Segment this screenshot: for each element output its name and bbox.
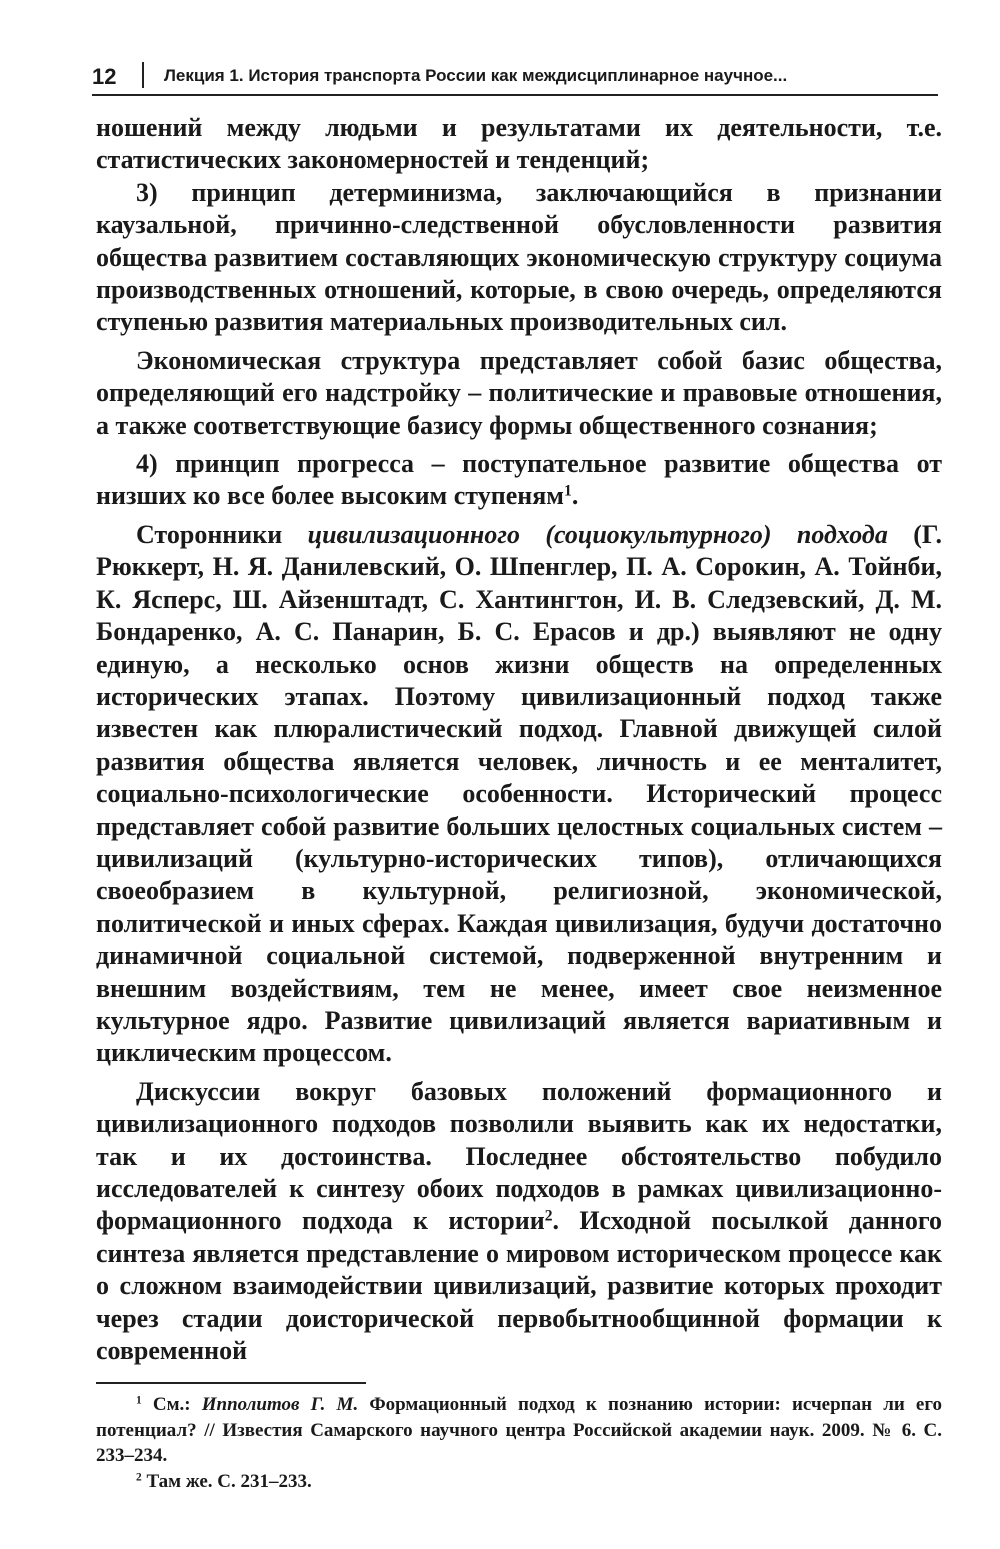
footnote-ref-2[interactable]: 2: [544, 1207, 553, 1225]
footnote-2-text: Там же. С. 231–233.: [146, 1470, 312, 1492]
footnote-mark-1: 1: [136, 1394, 142, 1407]
synthesis-end: . Исходной посылкой данного синтеза является представление о мировом историческом процессе как о сложном взаимодействии цивилизаций, развитие которых проходит через стадии доисторической первобытнообщинной формации к современной: [96, 1206, 942, 1366]
footnote-1: [96, 1392, 942, 1469]
page-number: 12: [92, 64, 117, 89]
footnote-1-text: Формационный подход к познанию истории: исчерпан ли его потенциал? // Известия Самарского научного центра Российской академии наук. 2009. № 6. С. 233–234.: [96, 1394, 943, 1466]
civ-rest: (Г. Рюккерт, Н. Я. Данилевский, О. Шпенглер, П. А. Сорокин, А. Тойнби, К. Ясперс, Ш. Айзенштадт, С. Хантингтон, И. В. Следзевский, Д. М. Бондаренко, А. С. Панарин, Б. С. Ерасов и др.) выявляют не одну единую, а несколько основ жизни обществ на определенных исторических этапах. Поэтому цивилизационный подход также известен как плюралистический подход. Главной движущей силой развития общества является человек, личность и ее менталитет, социально-психологические особенности. Исторический процесс представляет собой развитие больших целостных социальных систем – цивилизаций (культурно-исторических типов), отличающихся своеобразием в культурной, религиозной, экономической, политической и иных сферах. Каждая цивилизация, будучи достаточно динамичной социальной системой, подверженной внутренним и внешним воздействиям, тем не менее, имеет свое неизменное культурное ядро. Развитие цивилизаций является вариативным и циклическим процессом.: [96, 519, 942, 1068]
footnote-rule: [96, 1382, 366, 1384]
principle-4-end: .: [571, 481, 579, 511]
civ-intro: Сторонники: [136, 519, 308, 549]
running-header: [92, 58, 938, 96]
footnote-2: [96, 1469, 942, 1495]
paragraph-continuation: ношений между людьми и результатами их деятельности, т.е. статистических закономерностей и тенденций;: [96, 113, 942, 175]
principle-4-text: 4) принцип прогресса – поступательное развитие общества от низших ко все более высоким ступеням: [96, 449, 942, 511]
running-title: Лекция 1. История транспорта России как междисциплинарное научное...: [164, 66, 788, 85]
civ-approach-term: цивилизационного (социокультурного) подхода: [307, 519, 888, 549]
footnotes: [96, 1392, 942, 1494]
synthesis-start: Дискуссии вокруг базовых положений формационного и цивилизационного подходов позволили выявить как их недостатки, так и их достоинства. Последнее обстоятельство побудило исследователей к синтезу обоих подходов в рамках цивилизационно-формационного подхода к истории: [96, 1076, 942, 1236]
footnote-ref-1[interactable]: 1: [564, 482, 572, 500]
paragraph-principle-4: [96, 448, 942, 513]
main-text: [96, 112, 942, 1367]
footnote-1-author: Ипполитов Г. М.: [201, 1394, 359, 1415]
header-separator: [142, 62, 144, 88]
footnote-mark-2: 2: [136, 1471, 142, 1484]
paragraph-civilizational-approach: [96, 519, 942, 1070]
paragraph-economic-structure: Экономическая структура представляет собой базис общества, определяющий его надстройку – политические и правовые отношения, а также соответствующие базису формы общественного сознания;: [96, 345, 942, 440]
paragraph-synthesis: [96, 1076, 942, 1368]
paragraph-principle-3: 3) принцип детерминизма, заключающийся в признании каузальной, причинно-следственной обусловленности развития общества развитием составляющих экономическую структуру социума производственных отношений, которые, в свою очередь, определяются ступенью развития материальных производительных сил.: [96, 177, 942, 337]
footnote-1-prefix: См.:: [152, 1394, 202, 1415]
